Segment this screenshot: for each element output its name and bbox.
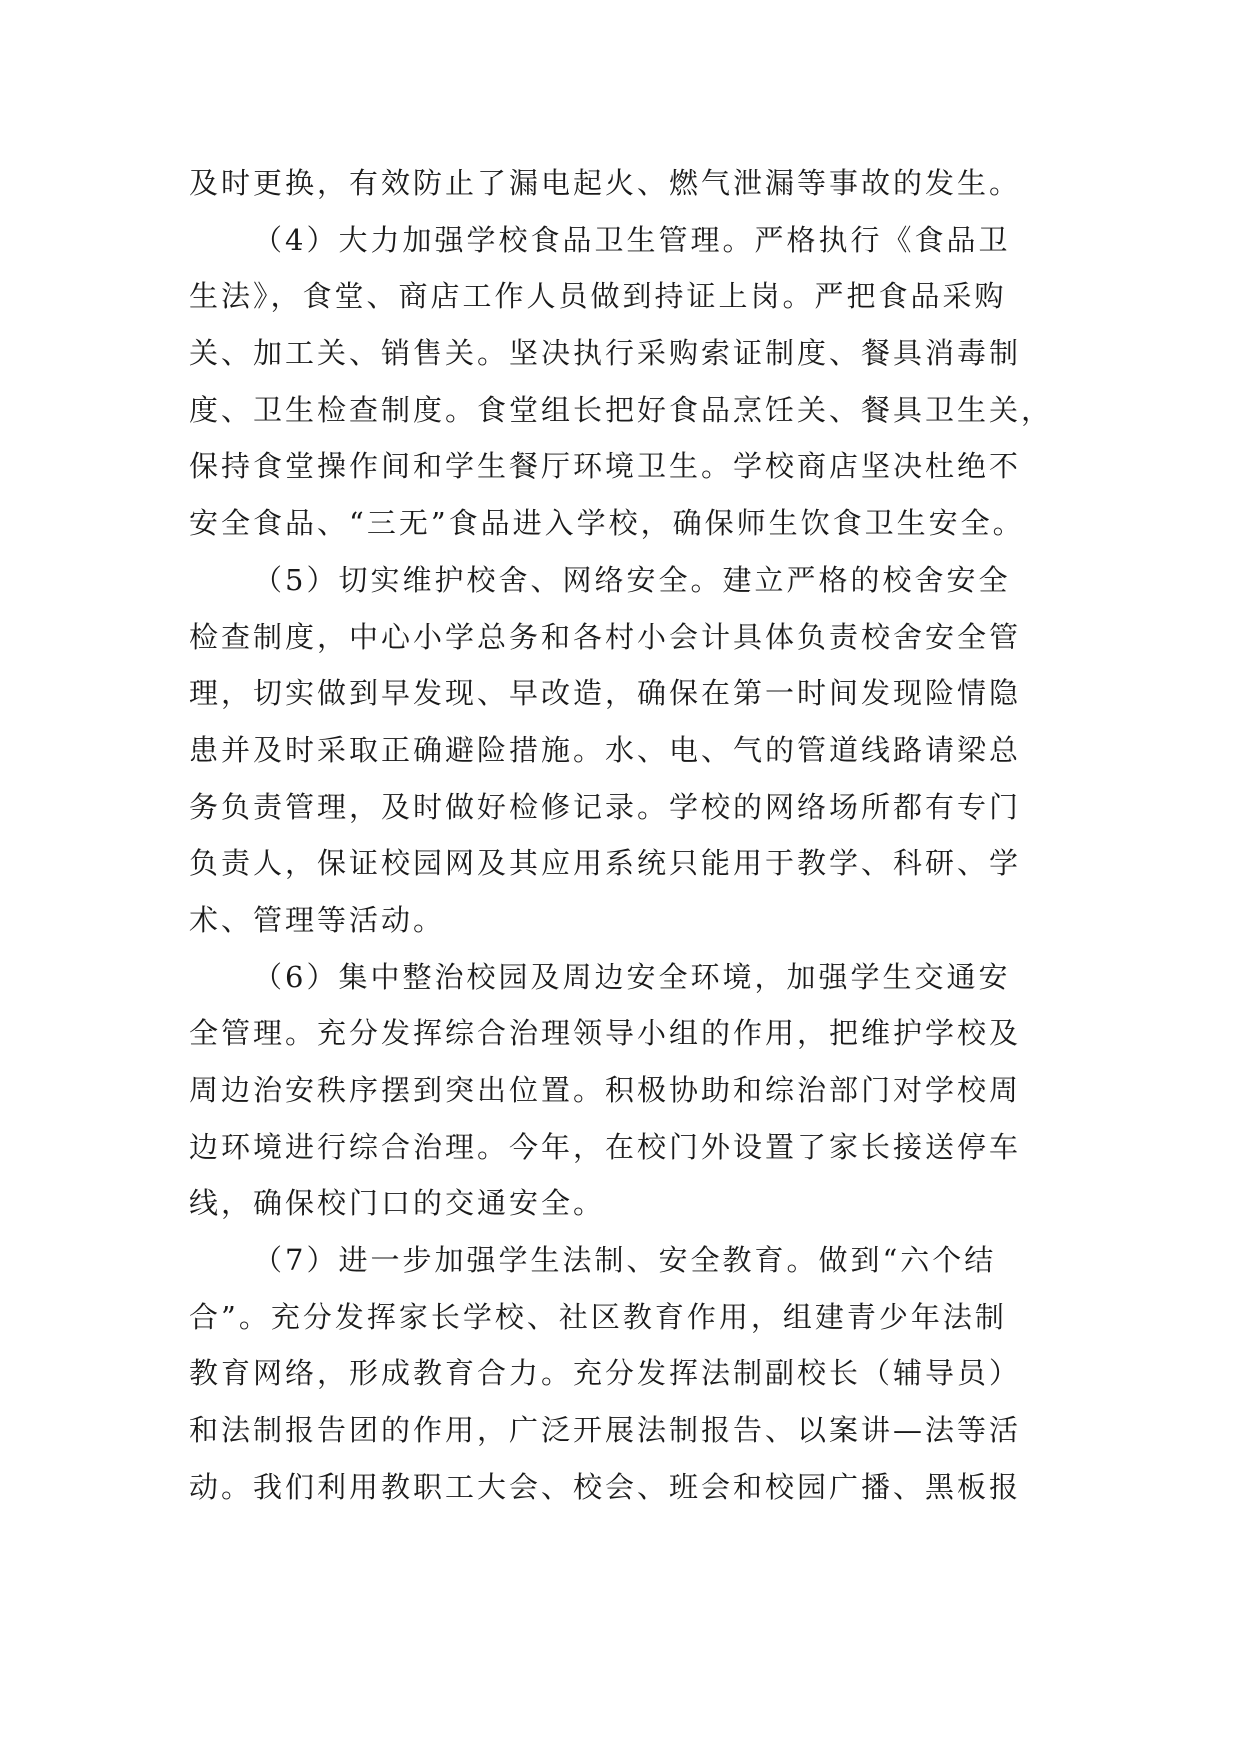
text-line: 教育网络，形成教育合力。充分发挥法制副校长（辅导员） — [189, 1356, 1022, 1391]
text-line: 患并及时采取正确避险措施。水、电、气的管道线路请梁总 — [189, 732, 1022, 767]
text-line: 动。我们利用教职工大会、校会、班会和校园广播、黑板报 — [189, 1469, 1022, 1504]
text-line: （7）进一步加强学生法制、安全教育。做到“六个结 — [253, 1243, 997, 1278]
paragraph-7-legal-safety-education — [189, 1232, 1069, 1515]
text-line: 合”。充分发挥家长学校、社区教育作用，组建青少年法制 — [189, 1299, 1007, 1334]
text-line: 生法》，食堂、商店工作人员做到持证上岗。严把食品采购 — [189, 279, 1007, 314]
text-line: （6）集中整治校园及周边安全环境，加强学生交通安 — [253, 959, 1011, 994]
paragraph-4-food-hygiene — [189, 212, 1069, 552]
paragraph-6-campus-traffic-safety — [189, 949, 1069, 1232]
text-line: 保持食堂操作间和学生餐厅环境卫生。学校商店坚决杜绝不 — [189, 449, 1022, 484]
text-line: 理，切实做到早发现、早改造，确保在第一时间发现险情隐 — [189, 676, 1022, 711]
text-line: 负责人，保证校园网及其应用系统只能用于教学、科研、学 — [189, 846, 1022, 881]
text-line: 及时更换，有效防止了漏电起火、燃气泄漏等事故的发生。 — [189, 166, 1022, 200]
text-line: 边环境进行综合治理。今年，在校门外设置了家长接送停车 — [189, 1129, 1022, 1164]
text-line: 安全食品、“三无”食品进入学校，确保师生饮食卫生安全。 — [189, 506, 1025, 541]
text-line: 周边治安秩序摆到突出位置。积极协助和综治部门对学校周 — [189, 1073, 1022, 1107]
paragraph-5-building-network-safety — [189, 552, 1069, 949]
body-text — [189, 155, 1069, 1516]
text-line: 全管理。充分发挥综合治理领导小组的作用，把维护学校及 — [189, 1016, 1022, 1051]
text-line: 和法制报告团的作用，广泛开展法制报告、以案讲—法等活 — [189, 1413, 1022, 1448]
text-line: 度、卫生检查制度。食堂组长把好食品烹饪关、餐具卫生关， — [189, 392, 1054, 427]
text-line: 检查制度，中心小学总务和各村小会计具体负责校舍安全管 — [189, 619, 1022, 654]
text-line: 线，确保校门口的交通安全。 — [189, 1186, 606, 1221]
text-line: （5）切实维护校舍、网络安全。建立严格的校舍安全 — [253, 562, 1011, 597]
text-line: 关、加工关、销售关。坚决执行采购索证制度、餐具消毒制 — [189, 336, 1022, 371]
text-line: 务负责管理，及时做好检修记录。学校的网络场所都有专门 — [189, 789, 1022, 824]
text-line: 术、管理等活动。 — [189, 902, 446, 937]
text-line: （4）大力加强学校食品卫生管理。严格执行《食品卫 — [253, 222, 1011, 257]
paragraph-continuation — [189, 155, 1069, 212]
